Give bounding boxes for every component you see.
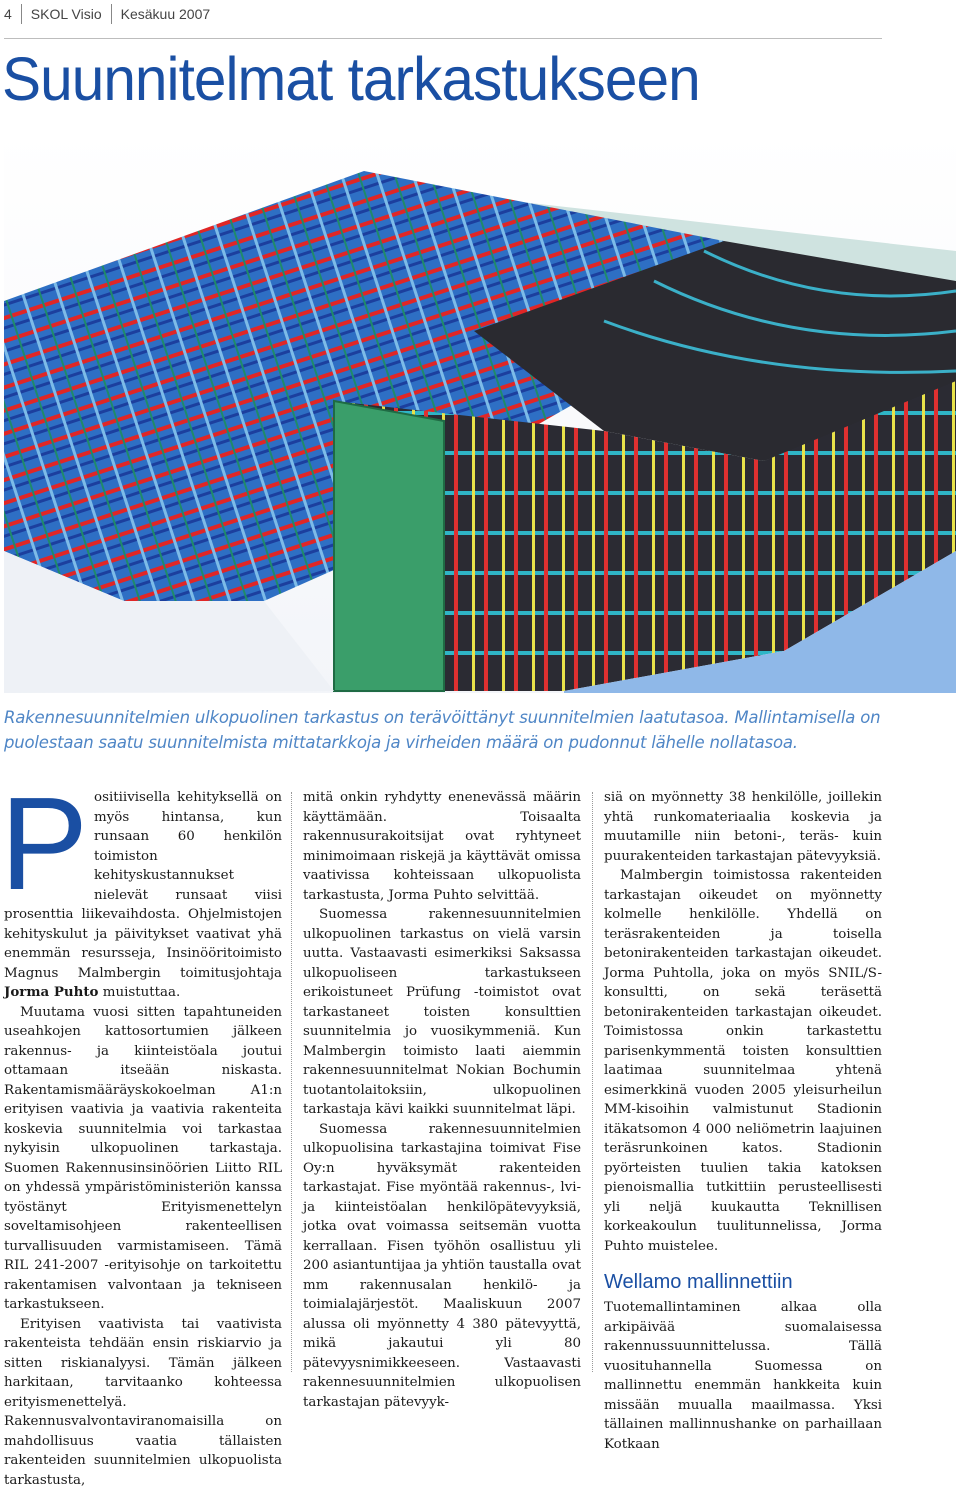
issue-date: Kesäkuu 2007 <box>121 6 211 22</box>
article-paragraph: Tuotemallintaminen alkaa olla arkipäivää suomalaisessa rakennussuunnittelussa. Tällä vuosituhannella Suomessa on mallinnettu enemmän hankkeita kuin missään muualla maailmassa. Yksi tällainen mallinnushanke on parhaillaan Kotkaan <box>604 1298 882 1454</box>
publication-name: SKOL Visio <box>31 6 102 22</box>
article-paragraph: mitä onkin ryhdytty enenevässä määrin käyttämään. Toisaalta rakennusurakoitsijat ovat ryhtyneet minimoimaan riskejä ja käyttävät omissa vaativissa kohteissaan ulkopuolista tarkastusta, Jorma Puhto selvittää. <box>303 788 581 905</box>
article-paragraph: Suomessa rakennesuunnitelmien ulkopuolisina tarkastajina toimivat Fise Oy:n hyväksymät rakenteiden tarkastajat. Fise myöntää rakennus-, lvi- ja kiinteistöalan henkilöpätevyyksiä, jotka ovat voimassa seitsemän vuotta kerrallaan. Fisen työhön osallistuu yli 200 asiantuntijaa ja yhtiön taustalla ovat mm rakennusalan henkilö- ja toimialajärjestöt. Maaliskuun 2007 alussa oli myönnetty 4 380 pätevyyttä, mikä jakautui yli 80 pätevyysnimikkeeseen. Vastaavasti rakennesuunnitelmien ulkopuolisen tarkastajan pätevyyk- <box>303 1120 581 1413</box>
header-divider <box>111 4 112 24</box>
article-column-3 <box>604 788 882 1454</box>
image-caption: Rakennesuunnitelmien ulkopuolinen tarkastus on terävöittänyt suunnitelmien laatutasoa. Mallintamisella on puolestaan saatu suunnitelmista mittatarkkoja ja virheiden määrä on pudonnut lähelle nollatasoa. <box>4 705 954 755</box>
paragraph-text: ositiivisella kehityksellä on myös hintansa, kun runsaan 60 henkilön toimiston kehityskustannukset nielevät runsaat viisi prosenttia liikevaihdosta. Ohjelmistojen kehityskulut ja päivitykset vaativat yhä enemmän resursseja, Insinööritoimisto Magnus Malmbergin toimitusjohtaja <box>4 790 282 981</box>
column-divider <box>291 792 292 1372</box>
section-subheading: Wellamo mallinnettiin <box>604 1270 882 1294</box>
article-column-2 <box>303 788 581 1412</box>
article-paragraph: Malmbergin toimistossa rakenteiden tarkastajan oikeudet on myönnetty kolmelle henkilölle. Yhdellä on teräsrakenteiden ja toisella betonirakenteiden tarkastajan oikeudet. Jorma Puhtolla, joka on myös SNIL/S-konsultti, on sekä teräsettä betonirakenteiden tarkastajan oikeudet. Toimistossa onkin tarkastettu parisenkymmentä toisten konsulttien laatimaa suunnitelmaa yhtenä esimerkkinä vuoden 2005 yleisurheilun MM-kisoihin valmistunut Stadionin itäkatsomon 4 000 neliömetrin laajuinen teräsrunkoinen katos. Stadionin pyörteisten tuulien takia katoksen pienoismallia tutkittiin perusteellisesti yli neljä kuukautta Teknillisen korkeakoulun tuulitunnelissa, Jorma Puhto muistelee. <box>604 866 882 1256</box>
article-paragraph: siä on myönnetty 38 henkilölle, joillekin yhtä runkomateriaalia koskevia ja muutamille niin betoni-, teräs- kuin puurakenteiden tarkastajan pätevyyksiä. <box>604 788 882 866</box>
structural-model-image <box>4 131 956 693</box>
person-name: Jorma Puhto <box>4 984 99 1000</box>
article-paragraph: Suomessa rakennesuunnitelmien ulkopuolinen tarkastus on vielä varsin uutta. Vastaavasti esimerkiksi Saksassa ulkopuoliseen tarkastukseen erikoistuneet Prüfung -toimistot ovat tarkastaneet toisten konsulttien suunnitelmia jo vuosikymmeniä. Kun Malmbergin toimisto laati aiemmin rakennesuunnitelmat Nokian Bochumin tuotantolaitoksiin, ulkopuolinen tarkastaja kävi kaikki suunnitelmat läpi. <box>303 905 581 1120</box>
column-divider <box>592 792 593 1372</box>
article-title: Suunnitelmat tarkastukseen <box>2 44 700 114</box>
article-column-1 <box>4 788 282 1490</box>
drop-cap: P <box>0 788 88 898</box>
building-model-illustration <box>4 131 956 693</box>
article-paragraph: Muutama vuosi sitten tapahtuneiden useahkojen kattosortumien jälkeen rakennus- ja kiinteistöala joutui ottamaan itseään niskasta. Rakentamismääräyskokoelman A1:n erityisen vaativia ja vaativia rakenteita koskevia suunnitelmia voi tarkastaa nykyisin ulkopuolinen tarkastaja. Suomen Rakennusinsinöörien Liitto RIL on yhdessä ympäristöministeriön kanssa työstänyt Erityismenettelyn soveltamisohjeen rakenteellisen turvallisuuden varmistamiseen. Tämä RIL 241-2007 -erityisohje on tarkoitettu rakentamisen valvontaan ja tekniseen tarkastukseen. <box>4 1003 282 1315</box>
paragraph-text: muistuttaa. <box>99 985 181 1000</box>
header-rule <box>4 38 882 39</box>
article-paragraph <box>4 788 282 1003</box>
header-divider <box>21 4 22 24</box>
page-number: 4 <box>4 6 12 22</box>
article-paragraph: Erityisen vaativista tai vaativista rakenteista tehdään ensin riskiarvio ja sitten riskianalyysi. Tämän jälkeen harkitaan, tarvitaanko kohteessa erityismenettelyä. Rakennusvalvontaviranomaisilla on mahdollisuus vaatia tällaisten rakenteiden suunnitelmien ulkopuolista tarkastusta, <box>4 1315 282 1490</box>
page-header <box>4 2 210 26</box>
